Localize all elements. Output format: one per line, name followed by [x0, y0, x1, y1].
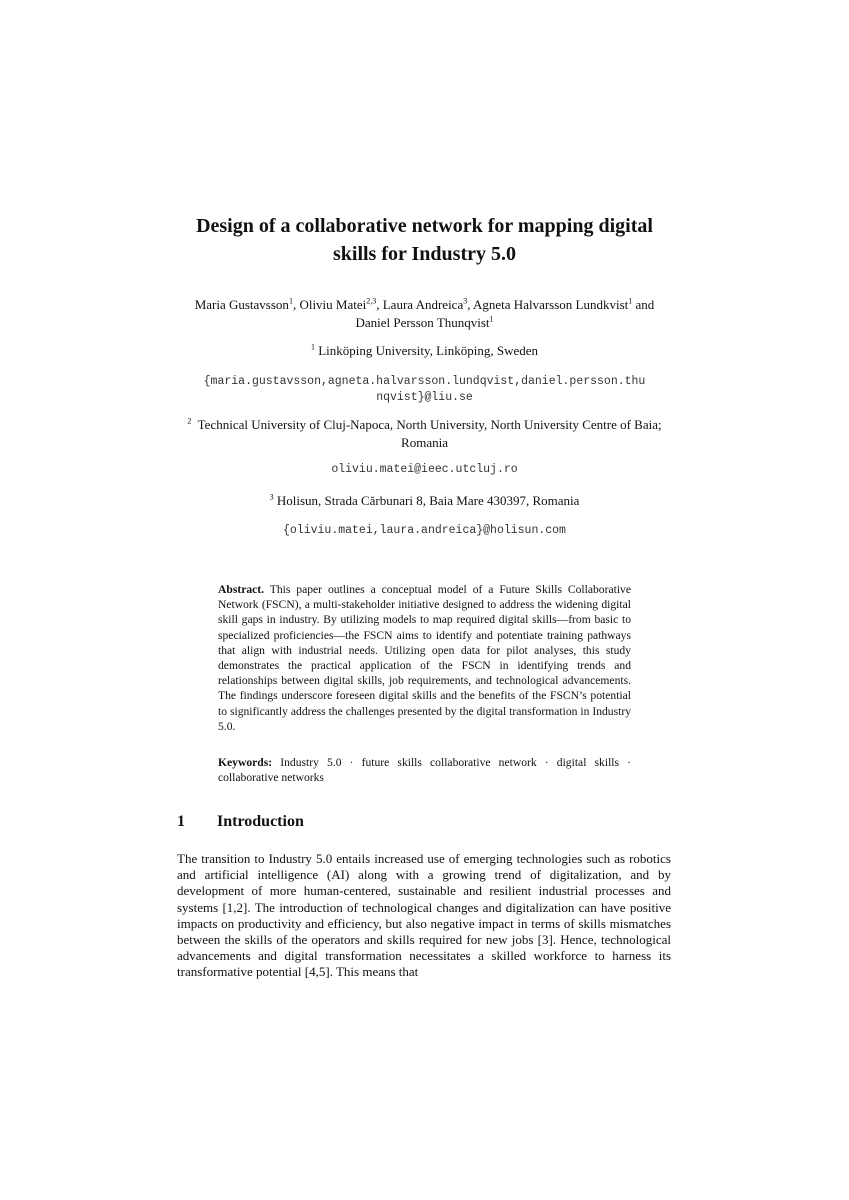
keywords	[218, 755, 631, 785]
author-affil-marker: 1	[288, 296, 293, 306]
title-line-1: Design of a collaborative network for mapping digital	[196, 215, 653, 237]
affil-marker: 3	[269, 492, 274, 502]
affil-text: Linköping University, Linköping, Sweden	[318, 343, 539, 358]
affil-text-cont: Romania	[401, 435, 448, 450]
affil-text: Technical University of Cluj-Napoca, North University, North University Centre of Baia;	[197, 417, 662, 432]
email-line: oliviu.matei@ieec.utcluj.ro	[331, 463, 518, 476]
abstract	[218, 582, 631, 734]
title-line-2: skills for Industry 5.0	[332, 243, 516, 265]
email-line-1: {maria.gustavsson,agneta.halvarsson.lundqvist,daniel.persson.thu	[203, 375, 646, 388]
abstract-label: Abstract.	[218, 583, 265, 596]
author-name: Laura Andreica	[382, 297, 464, 312]
author-affil-marker: 3	[463, 296, 468, 306]
section-title: Introduction	[217, 813, 304, 830]
affil-text: Holisun, Strada Cărbunari 8, Baia Mare 430397, Romania	[276, 493, 580, 508]
abstract-text: This paper outlines a conceptual model of a Future Skills Collaborative Network (FSCN), a multi-stakeholder initiative designed to address the widening digital skill gaps in industry. By utilizing models to map required digital skills—from basic to specialized proficiencies—the FSCN aims to identify and potentiate training pathways that align with industrial needs. Utilizing open data for pilot analyses, this study demonstrates the practical application of the FSCN in identifying trends and relationships between digital skills, job requirements, and technological advancements. The findings underscore foreseen digital skills and the benefits of the FSCN’s potential to significantly address the challenges presented by the digital transformation in Industry 5.0.	[218, 583, 631, 733]
affiliation-3-email	[160, 523, 689, 539]
author-name: Agneta Halvarsson Lundkvist	[473, 297, 629, 312]
affiliation-3	[160, 492, 689, 510]
affiliation-2-email	[160, 462, 689, 478]
author-affil-marker: 2,3	[366, 296, 377, 306]
author-name: Daniel Persson Thunqvist	[355, 315, 490, 330]
keywords-label: Keywords:	[218, 756, 273, 769]
intro-paragraph: The transition to Industry 5.0 entails increased use of emerging technologies such as robotics and artificial intelligence (AI) along with a growing trend of digitalization, and by development of more human-centered, sustainable and resilient industrial processes and systems [1,2]. The introduction of technological changes and digitalization can have positive impacts on productivity and efficiency, but also negative impact in terms of skills mismatches between the skills of the operators and skills required for new jobs [3]. Hence, technological advancements and digital transformation necessitates a skilled workforce to harness its transformative potential [4,5]. This means that	[177, 851, 671, 980]
paper-title	[150, 212, 699, 268]
keywords-text: Industry 5.0 · future skills collaborative network · digital skills · collaborative networks	[218, 756, 632, 785]
section-heading	[177, 812, 304, 832]
email-line: {oliviu.matei,laura.andreica}@holisun.com	[283, 524, 566, 537]
affil-marker: 2	[187, 416, 192, 426]
author-name: Maria Gustavsson	[194, 297, 289, 312]
author-conjunction: and	[635, 297, 655, 312]
author-affil-marker: 1	[628, 296, 633, 306]
author-list: Maria Gustavsson$^1$, Oliviu Matei$^{2,3}$, Laura Andreica$^3$, Agneta Halvarsson Lundkvist$^1$ and Daniel Persson Thunqvist$^1$	[194, 296, 655, 330]
section-number: 1	[177, 813, 185, 830]
affiliation-2	[160, 416, 689, 452]
email-line-2: nqvist}@liu.se	[376, 391, 473, 404]
affiliation-1-email	[160, 374, 689, 406]
affil-marker: 1	[310, 342, 315, 352]
affiliation-1	[160, 342, 689, 360]
author-affil-marker: 1	[489, 314, 494, 324]
author-name: Oliviu Matei	[299, 297, 367, 312]
